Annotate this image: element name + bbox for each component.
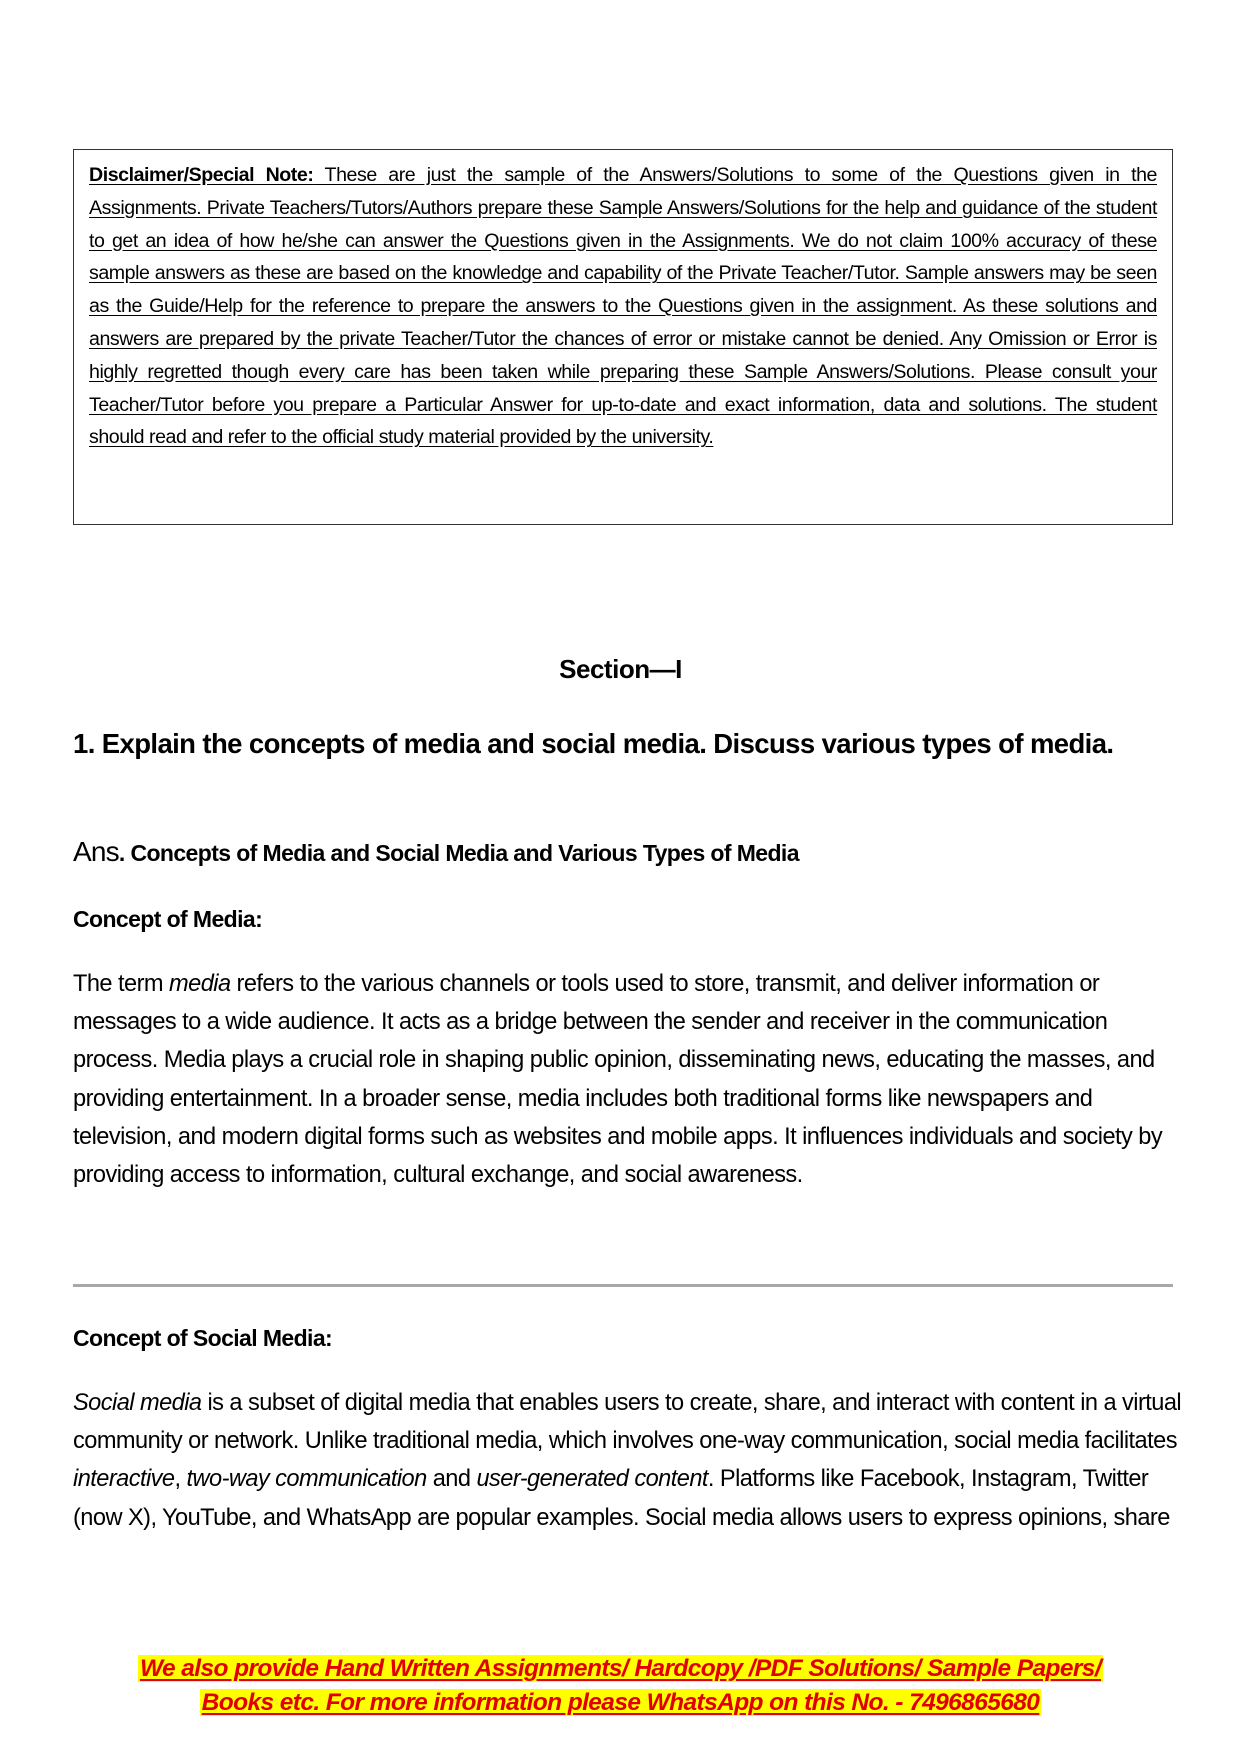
answer-title: Concepts of Media and Social Media and Various Types of Media [130,840,799,866]
horizontal-divider [73,1284,1173,1287]
question-heading: 1. Explain the concepts of media and social media. Discuss various types of media. [73,728,1114,759]
footer-promo [0,1652,1241,1720]
disclaimer-box [73,149,1173,525]
italic-text: interactive [73,1466,175,1493]
answer-prefix: Ans [73,836,119,867]
italic-text: user-generated content [476,1466,708,1493]
answer-separator: . [118,840,131,866]
text: The term [73,971,170,997]
disclaimer-text [89,159,1157,454]
concept-media-paragraph [73,965,1183,1194]
italic-text: two-way communication [186,1466,427,1493]
concept-media-heading: Concept of Media: [73,906,263,932]
disclaimer-label: Disclaimer/Special Note: [89,164,314,186]
text: , [174,1466,187,1493]
disclaimer-body: These are just the sample of the Answers/Solutions to some of the Questions given in the Assignments. Private Teachers/Tutors/Authors prepare these Sample Answers/Solutions for the help and guidance of the student to get an idea of how he/she can answer the Questions given in the Assignments. We do not claim 100% accuracy of these sample answers as these are based on the knowledge and capability of the Private Teacher/Tutor. Sample answers may be seen as the Guide/Help for the reference to prepare the answers to the Questions given in the assignment. As these solutions and answers are prepared by the private Teacher/Tutor the chances of error or mistake cannot be denied. Any Omission or Error is highly regretted though every care has been taken while preparing these Sample Answers/Solutions. Please consult your Teacher/Tutor before you prepare a Particular Answer for up-to-date and exact information, data and solutions. The student should read and refer to the official study material provided by the university. [89,164,1157,449]
footer-line-2: Books etc. For more information please WhatsApp on this No. - 7496865680 [201,1689,1040,1716]
text: is a subset of digital media that enables users to create, share, and interact with content in a virtual community or network. Unlike traditional media, which involves one-way communication, social media facilitates [73,1390,1182,1455]
concept-social-media-paragraph [73,1384,1183,1537]
text: refers to the various channels or tools used to store, transmit, and deliver information or messages to a wide audience. It acts as a bridge between the sender and receiver in the communication process. Media plays a crucial role in shaping public opinion, disseminating news, educating the masses, and providing entertainment. In a broader sense, media includes both traditional forms like newspapers and television, and modern digital forms such as websites and mobile apps. It influences individuals and society by providing access to information, cultural exchange, and social awareness. [73,971,1163,1189]
section-title: Section—I [559,654,682,684]
concept-social-media-heading: Concept of Social Media: [73,1325,333,1351]
text: and [426,1466,477,1493]
text: . Platforms like Facebook, Instagram, Twitter (now X), YouTube, and WhatsApp are popular examples. Social media allows users to express opinions, share [73,1466,1170,1531]
italic-text: media [169,971,231,997]
footer-line-1: We also provide Hand Written Assignments/ Hardcopy /PDF Solutions/ Sample Papers/ [139,1655,1102,1682]
answer-heading [73,836,1183,868]
italic-text: Social media [73,1390,202,1416]
